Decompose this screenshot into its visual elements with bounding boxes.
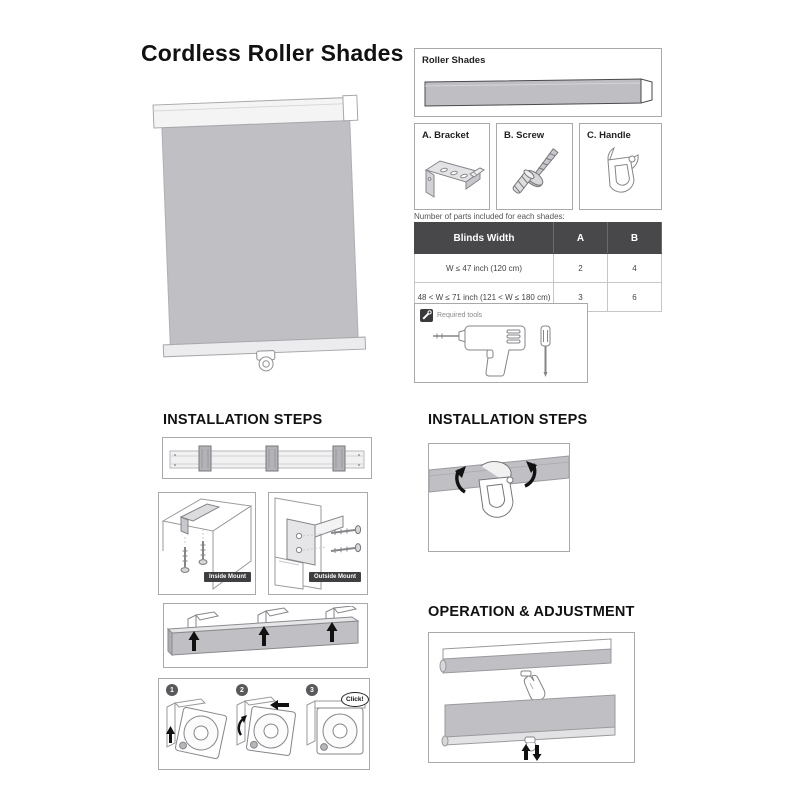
rolled-shade-drawing <box>421 73 657 113</box>
attach-roller-steps-box <box>158 678 370 770</box>
col-b: B <box>608 223 662 254</box>
operation-drawing <box>429 633 634 762</box>
screw-glyph <box>331 544 361 553</box>
rail-brackets-box <box>162 437 372 479</box>
count-a-cell: 2 <box>554 254 608 283</box>
screw-glyph <box>199 541 207 564</box>
installation-steps-right-heading: INSTALLATION STEPS <box>428 412 588 428</box>
width-cell: W ≤ 47 inch (120 cm) <box>415 254 554 283</box>
attach-roller-steps-drawing <box>159 679 369 769</box>
lift-headrail-drawing <box>166 606 365 665</box>
count-b-cell: 6 <box>608 283 662 312</box>
count-b-cell: 4 <box>608 254 662 283</box>
part-box-screw <box>496 123 573 210</box>
bracket-glyph <box>266 446 278 471</box>
table-row <box>415 254 662 283</box>
operation-adjustment-heading: OPERATION & ADJUSTMENT <box>428 604 635 620</box>
rolled-shade-box <box>414 48 662 117</box>
table-header-row <box>415 223 662 254</box>
col-a: A <box>554 223 608 254</box>
col-blinds-width: Blinds Width <box>415 223 554 254</box>
hand-icon <box>524 675 545 701</box>
table-caption: Number of parts included for each shades: <box>414 212 565 221</box>
drill-screwdriver-icon <box>429 322 577 380</box>
part-bracket-label: A. Bracket <box>422 130 469 141</box>
attach-headrail-box <box>163 603 368 668</box>
page-title: Cordless Roller Shades <box>141 40 404 66</box>
part-screw-label: B. Screw <box>504 130 545 141</box>
handle-attach-drawing <box>429 444 569 551</box>
rolled-shade-box-label: Roller Shades <box>422 55 486 66</box>
step-number-3: 3 <box>306 684 318 696</box>
outside-mount-badge: Outside Mount <box>309 572 361 582</box>
outside-mount-box <box>268 492 368 595</box>
required-tools-label: Required tools <box>437 312 483 319</box>
roller-shade-drawing <box>148 86 374 378</box>
product-illustration <box>148 86 374 378</box>
screw-glyph <box>181 547 189 572</box>
part-box-bracket <box>414 123 490 210</box>
inside-mount-badge: Inside Mount <box>204 572 251 582</box>
width-cell: 48 < W ≤ 71 inch (121 < W ≤ 180 cm) <box>415 283 554 312</box>
handle-attach-box <box>428 443 570 552</box>
inside-mount-box <box>158 492 256 595</box>
bracket-glyph <box>333 446 345 471</box>
operation-box <box>428 632 635 763</box>
required-tools-box <box>414 303 588 383</box>
click-label: Click! <box>341 692 369 707</box>
part-box-handle <box>579 123 662 210</box>
step-number-1: 1 <box>166 684 178 696</box>
tools-icon <box>420 309 433 322</box>
count-a-cell: 3 <box>554 283 608 312</box>
bracket-icon <box>418 146 488 206</box>
screw-icon <box>502 144 568 206</box>
parts-count-table <box>414 222 662 312</box>
bracket-glyph <box>199 446 211 471</box>
handle-icon <box>594 144 650 206</box>
step-number-2: 2 <box>236 684 248 696</box>
installation-steps-left-heading: INSTALLATION STEPS <box>163 412 323 428</box>
rail-with-brackets-drawing <box>167 442 367 474</box>
part-handle-label: C. Handle <box>587 130 631 141</box>
